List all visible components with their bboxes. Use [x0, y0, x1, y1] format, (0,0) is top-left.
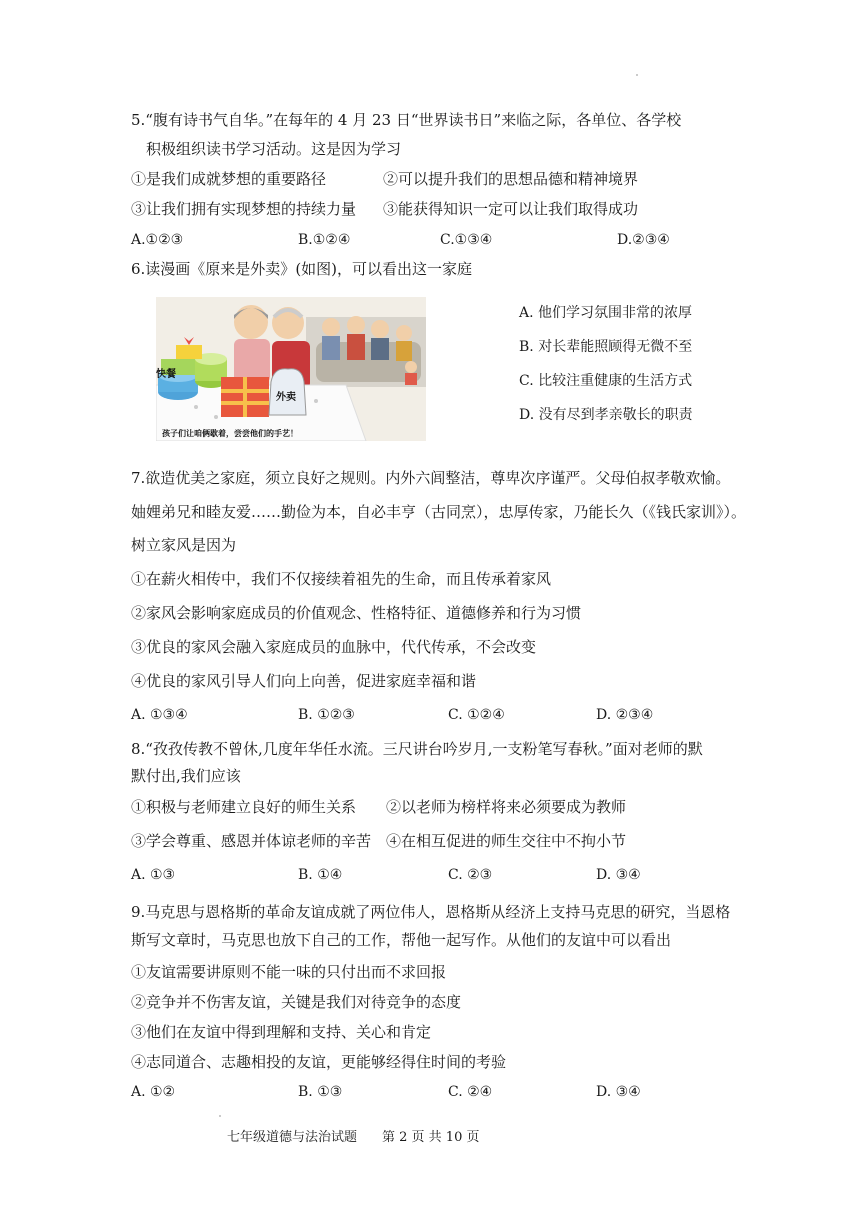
q8-statement-4: ④在相互促进的师生交往中不拘小节: [386, 832, 627, 850]
q6-option-d: D. 没有尽到孝亲敬长的职责: [519, 407, 693, 423]
q6-stem: 6.读漫画《原来是外卖》(如图)，可以看出这一家庭: [131, 260, 473, 278]
q7-stem-line3: 树立家风是因为: [131, 536, 237, 554]
q9-option-a: A. ①②: [131, 1084, 176, 1100]
q8-statement-2: ②以老师为榜样将来必须要成为教师: [386, 798, 627, 816]
q5-stem-line1: 5.“腹有诗书气自华。”在每年的 4 月 23 日“世界读书日”来临之际，各单位、各学校: [131, 111, 682, 129]
cartoon-label-right: 外卖: [276, 392, 296, 403]
q5-statement-3: ③让我们拥有实现梦想的持续力量: [131, 200, 357, 218]
q5-statement-1: ①是我们成就梦想的重要路径: [131, 170, 327, 188]
q9-statement-2: ②竞争并不伤害友谊，关键是我们对待竞争的态度: [131, 993, 462, 1011]
footer-subject: 七年级道德与法治试题: [227, 1130, 358, 1145]
q8-stem-line1: 8.“孜孜传教不曾休,几度年华任水流。三尺讲台吟岁月,一支粉笔写春秋。”面对老师的默: [131, 740, 703, 758]
cartoon-caption: 孩子们让咱俩歇着，尝尝他们的手艺！: [162, 429, 298, 438]
q7-statement-4: ④优良的家风引导人们向上向善，促进家庭幸福和谐: [131, 672, 477, 690]
q7-stem-line1: 7.欲造优美之家庭，须立良好之规则。内外六闾整洁，尊卑次序谨严。父母伯叔孝敬欢愉。: [131, 469, 731, 487]
q6-option-c: C. 比较注重健康的生活方式: [519, 373, 693, 389]
q8-statement-1: ①积极与老师建立良好的师生关系: [131, 798, 357, 816]
q9-stem-line2: 斯写文章时，马克思也放下自己的工作，帮他一起写作。从他们的友谊中可以看出: [131, 931, 672, 949]
q7-stem-line2: 妯娌弟兄和睦友爱……勤俭为本，自必丰亨（古同烹），忠厚传家，乃能长久（《钱氏家训》）。: [131, 503, 747, 521]
q5-statement-4: ③能获得知识一定可以让我们取得成功: [383, 200, 639, 218]
footer-speck: [219, 1115, 221, 1117]
q7-option-b: B. ①②③: [298, 707, 355, 723]
q9-statement-1: ①友谊需要讲原则不能一味的只付出而不求回报: [131, 963, 447, 981]
q9-option-b: B. ①③: [298, 1084, 343, 1100]
q7-option-c: C. ①②④: [448, 707, 505, 723]
q7-statement-1: ①在薪火相传中，我们不仅接续着祖先的生命，而且传承着家风: [131, 570, 552, 588]
q5-option-c: C.①③④: [440, 232, 493, 248]
q9-option-c: C. ②④: [448, 1084, 493, 1100]
q5-option-a: A.①②③: [131, 232, 184, 248]
q8-stem-line2: 默付出,我们应该: [131, 767, 241, 785]
q9-statement-4: ④志同道合、志趣相投的友谊，更能够经得住时间的考验: [131, 1053, 507, 1071]
q5-statement-2: ②可以提升我们的思想品德和精神境界: [383, 170, 639, 188]
q6-option-a: A. 他们学习氛围非常的浓厚: [519, 305, 693, 321]
scan-speck: [636, 74, 638, 76]
cartoon-label-left: 快餐: [156, 369, 176, 380]
q8-option-a: A. ①③: [131, 867, 176, 883]
cartoon-image: [156, 297, 426, 441]
q7-option-d: D. ②③④: [596, 707, 654, 723]
q5-stem-line2: 积极组织读书学习活动。这是因为学习: [146, 140, 402, 158]
q8-option-c: C. ②③: [448, 867, 493, 883]
q7-statement-3: ③优良的家风会融入家庭成员的血脉中，代代传承，不会改变: [131, 638, 537, 656]
q9-option-d: D. ③④: [596, 1084, 641, 1100]
q7-option-a: A. ①③④: [131, 707, 188, 723]
q8-statement-3: ③学会尊重、感恩并体谅老师的辛苦: [131, 832, 372, 850]
q8-option-d: D. ③④: [596, 867, 641, 883]
q5-option-d: D.②③④: [617, 232, 670, 248]
q6-option-b: B. 对长辈能照顾得无微不至: [519, 339, 693, 355]
q8-option-b: B. ①④: [298, 867, 343, 883]
q9-statement-3: ③他们在友谊中得到理解和支持、关心和肯定: [131, 1023, 432, 1041]
q7-statement-2: ②家风会影响家庭成员的价值观念、性格特征、道德修养和行为习惯: [131, 604, 582, 622]
q5-option-b: B.①②④: [298, 232, 351, 248]
q9-stem-line1: 9.马克思与恩格斯的革命友谊成就了两位伟人，恩格斯从经济上支持马克思的研究，当恩格: [131, 903, 731, 921]
footer-page-number: 第 2 页 共 10 页: [382, 1130, 480, 1145]
